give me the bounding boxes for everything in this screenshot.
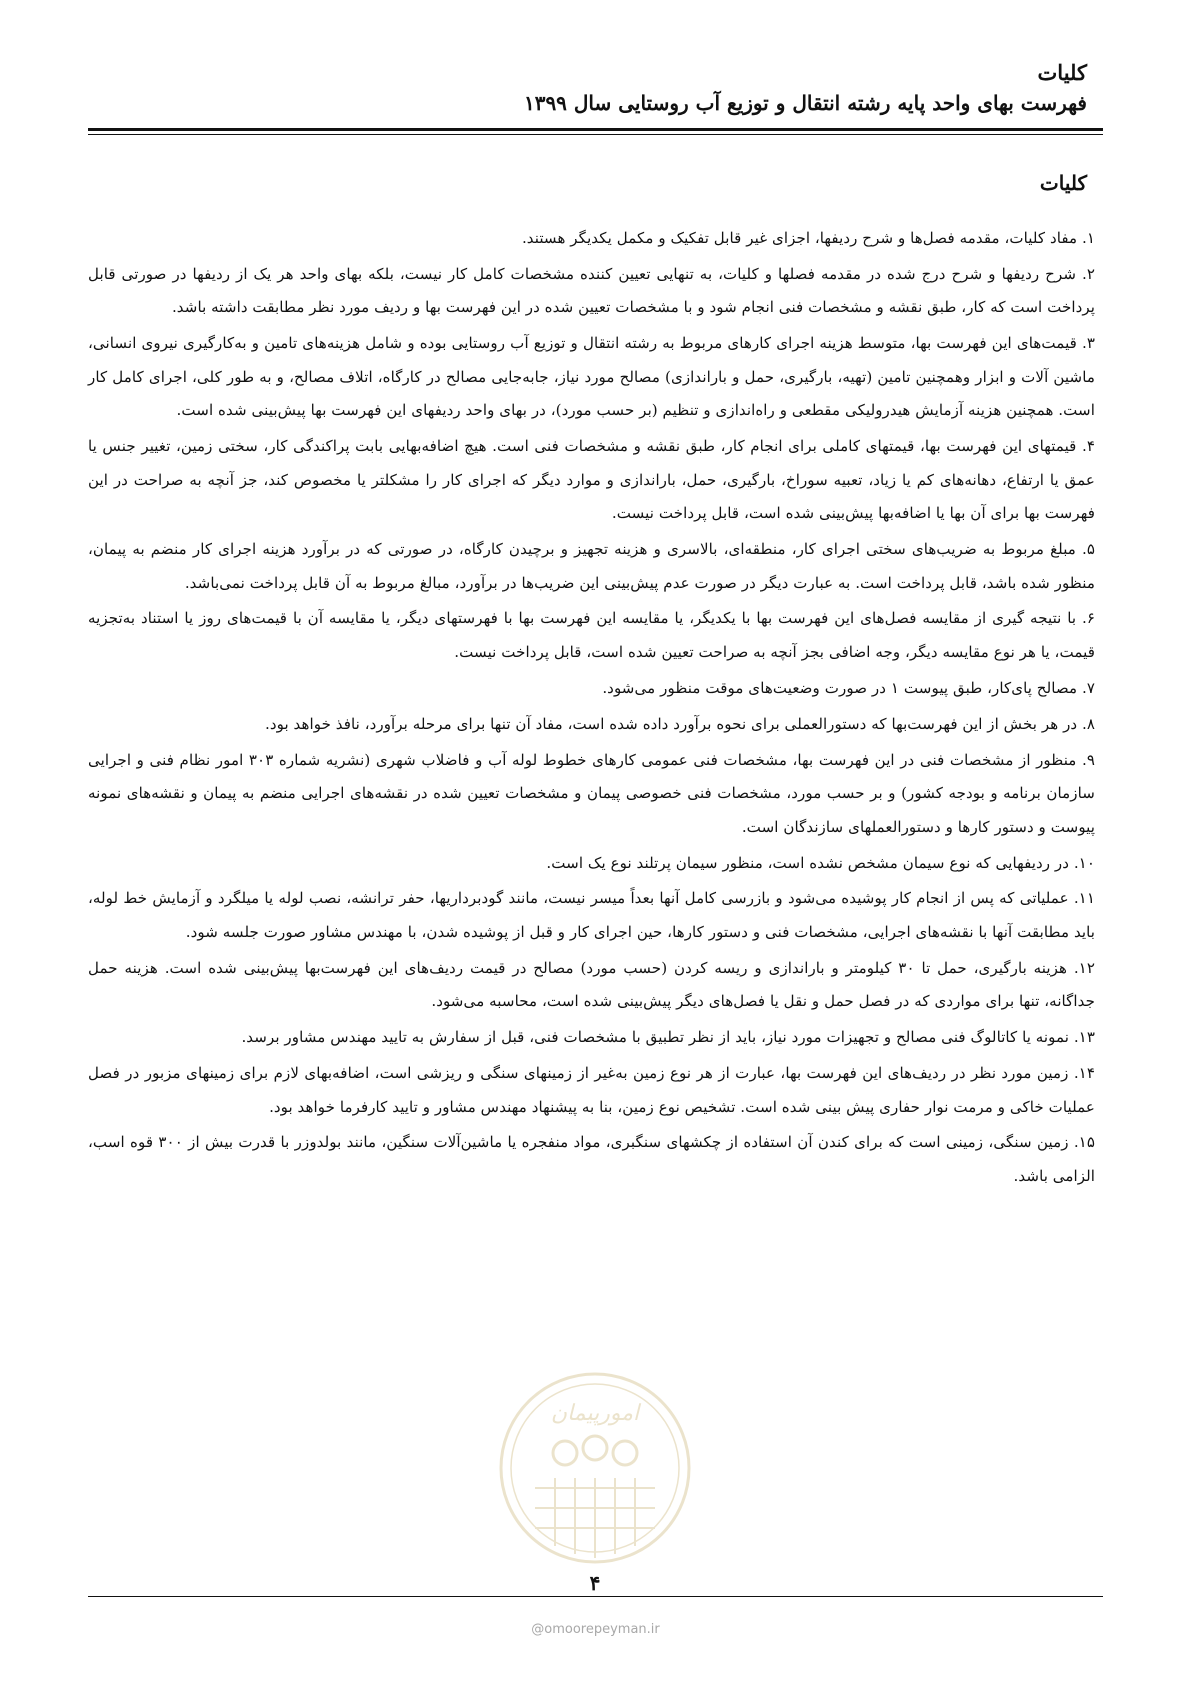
watermark-seal-icon (495, 1368, 695, 1568)
header-title: کلیات (1037, 60, 1087, 85)
paragraph-3: ۳. قیمت‌های این فهرست بها، متوسط هزینه اجرای کارهای مربوط به رشته انتقال و توزیع آب روستایی بوده و شامل هزینه‌های تامین و به‌کارگیری نیروی انسانی، ماشین آلات و ابزار وهمچنین تامین (تهیه، بارگیری، حمل و باراندازی) مصالح مورد نیاز، جابه‌جایی مصالح در کارگاه، اتلاف مصالح، و به طور کلی، اجرای کامل کار است. همچنین هزینه آزمایش هیدرولیکی مقطعی و راه‌اندازی و تنظیم (بر حسب مورد)، در بهای واحد ردیفهای این فهرست بها پیش‌بینی شده است. (88, 334, 1096, 420)
paragraph-13: ۱۳. نمونه یا کاتالوگ فنی مصالح و تجهیزات مورد نیاز، باید از نظر تطبیق با مشخصات فنی، قبل از سفارش به تایید مهندس مشاور برسد. (241, 1028, 1095, 1047)
paragraph-8: ۸. در هر بخش از این فهرست‌بها که دستورالعملی برای نحوه برآورد داده شده است، مفاد آن تنها برای مرحله برآورد، نافذ خواهد بود. (265, 714, 1095, 733)
footer-rule (88, 1596, 1103, 1597)
watermark-text: امورپیمان (550, 1401, 640, 1426)
paragraph-11: ۱۱. عملیاتی که پس از انجام کار پوشیده می‌شود و بازرسی کامل آنها بعداً میسر نیست، مانند گودبرداریها، حفر ترانشه، نصب لوله یا میلگرد و آزمایش خط لوله، باید مطابقت آنها با نقشه‌های اجرایی، مشخصات فنی و دستور کارها، حین اجرای کار و قبل از پوشیده شدن، با مهندس مشاور صورت جلسه شود. (88, 889, 1095, 941)
paragraph-12: ۱۲. هزینه بارگیری، حمل تا ۳۰ کیلومتر و باراندازی و ریسه کردن (حسب مورد) مصالح در قیمت ردیف‌های این فهرست‌بها پیش‌بینی شده است. هزینه حمل جداگانه، تنها برای مواردی که در فصل حمل و نقل یا فصل‌های دیگر پیش‌بینی شده است، محاسبه می‌شود. (88, 958, 1095, 1011)
paragraph-2: ۲. شرح ردیفها و شرح درج شده در مقدمه فصلها و کلیات، به تنهایی تعیین کننده مشخصات کامل کار نیست، بلکه بهای واحد هر یک از ردیفها در صورتی قابل پرداخت است که کار، طبق نقشه و مشخصات فنی انجام شود و با مشخصات تعیین شده در این فهرست بها و ردیف مورد نظر مطابقت داشته باشد. (88, 264, 1095, 317)
paragraph-1: ۱. مفاد کلیات، مقدمه فصل‌ها و شرح ردیفها، اجزای غیر قابل تفکیک و مکمل یکدیگر هستند. (521, 229, 1095, 247)
paragraph-9: ۹. منظور از مشخصات فنی در این فهرست بها، مشخصات فنی عمومی کارهای خطوط لوله آب و فاضلاب شهری (نشریه شماره ۳۰۳ امور نظام فنی و اجرایی سازمان برنامه و بودجه کشور) و بر حسب مورد، مشخصات فنی خصوصی پیمان و مشخصات تعیین شده در نقشه‌های اجرایی منضم به پیمان و نقشه‌های نمونه پیوست و دستور کارها و دستورالعملهای سازندگان است. (88, 750, 1095, 836)
paragraph-7: ۷. مصالح پای‌کار، طبق پیوست ۱ در صورت وضعیت‌های موقت منظور می‌شود. (602, 678, 1095, 697)
header-subtitle: فهرست بهای واحد پایه رشته انتقال و توزیع آب روستایی سال ۱۳۹۹ (523, 91, 1087, 115)
section-title: کلیات (1039, 171, 1087, 195)
paragraph-14: ۱۴. زمین مورد نظر در ردیف‌های این فهرست بها، عبارت از هر نوع زمین به‌غیر از زمینهای سنگی و ریزشی است، اضافه‌بهای لازم برای زمینهای مزبور در فصل عملیات خاکی و مرمت نوار حفاری پیش بینی شده است. تشخیص نوع زمین، بنا به پیشنهاد مهندس مشاور و تایید کارفرما خواهد بود. (88, 1064, 1095, 1116)
paragraph-10: ۱۰. در ردیفهایی که نوع سیمان مشخص نشده است، منظور سیمان پرتلند نوع یک است. (546, 853, 1095, 872)
paragraph-15: ۱۵. زمین سنگی، زمینی است که برای کندن آن استفاده از چکشهای سنگبری، مواد منفجره یا ماشین‌آلات سنگین، مانند بولدوزر با قدرت بیش از ۳۰۰ قوه اسب، الزامی باشد. (88, 1133, 1095, 1185)
running-header (88, 58, 1087, 118)
header-rule-thin (88, 134, 1103, 135)
footer-url: @omoorepeyman.ir (531, 1622, 660, 1637)
paragraph-6: ۶. با نتیجه گیری از مقایسه فصل‌های این فهرست بها با یکدیگر، یا مقایسه این فهرست بها با فهرستهای دیگر، یا مقایسه آن با قیمت‌های روز یا استناد به‌تجزیه قیمت، یا هر نوع مقایسه دیگر، وجه اضافی بجز آنچه به صراحت تعیین شده است، قابل پرداخت نیست. (88, 609, 1095, 661)
paragraph-4: ۴. قیمتهای این فهرست بها، قیمتهای کاملی برای انجام کار، طبق نقشه و مشخصات فنی است. هیچ اضافه‌بهایی بابت پراکندگی کار، سختی زمین، تغییر جنس یا عمق یا ارتفاع، دهانه‌های کم یا زیاد، تعبیه سوراخ، بارگیری، حمل، باراندازی و موارد دیگر که اجرای کار را مشکلتر یا مخصوص کند، جز آنچه به صراحت در این فهرست بها برای آن بها یا اضافه‌بها پیش‌بینی شده است، قابل پرداخت نیست. (88, 437, 1095, 523)
header-rule-thick (88, 128, 1103, 131)
page-number: ۴ (575, 1570, 615, 1596)
body-text (88, 222, 1095, 1196)
paragraph-5: ۵. مبلغ مربوط به ضریب‌های سختی اجرای کار، منطقه‌ای، بالاسری و هزینه تجهیز و برچیدن کارگاه، در صورتی که در برآورد هزینه اجرای کار منضم به پیمان، منظور شده باشد، قابل پرداخت است. به عبارت دیگر در صورت عدم پیش‌بینی این ضریب‌ها در برآورد، مبالغ مربوط به آن قابل پرداخت نمی‌باشد. (88, 540, 1095, 592)
